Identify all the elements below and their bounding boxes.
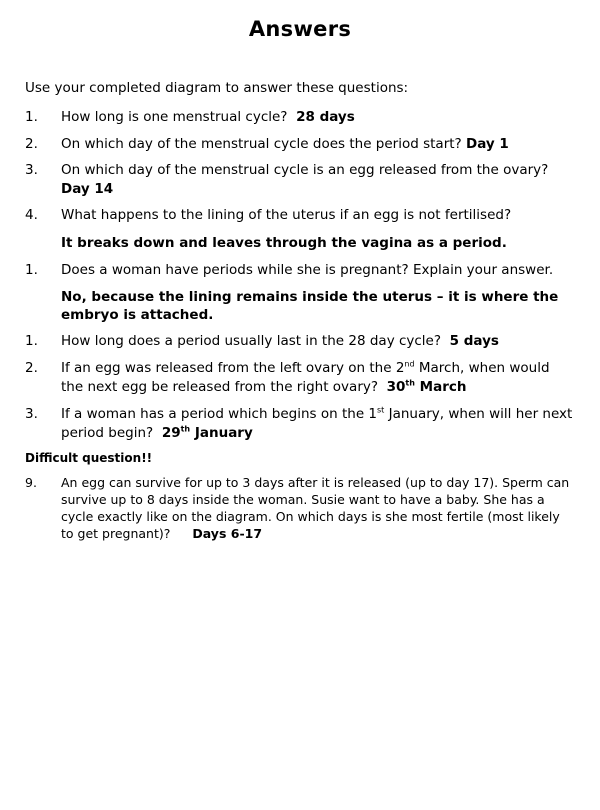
answer-month: March (414, 379, 467, 395)
question-text: On which day of the menstrual cycle does the period start? (61, 136, 462, 152)
question-text: What happens to the lining of the uterus if an egg is not fertilised? (61, 207, 512, 223)
answer-text: Days 6-17 (192, 526, 263, 541)
question-number: 3. (25, 406, 38, 422)
question-text: Does a woman have periods while she is pregnant? Explain your answer. (61, 262, 554, 278)
answer-text: No, because the lining remains inside the uterus – it is where the embryo is attached. (61, 289, 559, 323)
question-text: How long does a period usually last in the 28 day cycle? (61, 333, 442, 349)
intro-text: Use your completed diagram to answer these questions: (25, 80, 409, 96)
answer-text: 28 days (296, 109, 355, 125)
ordinal-suffix: th (180, 424, 191, 434)
answer-text: Day 1 (466, 136, 509, 152)
question-text: How long is one menstrual cycle? (61, 109, 288, 125)
answer-text: 5 days (449, 333, 499, 349)
question-text: If an egg was released from the left ovary on the 2 (61, 360, 405, 376)
answer-text: It breaks down and leaves through the vagina as a period. (61, 235, 507, 251)
question-text: An egg can survive for up to 3 days after it is released (up to day 17). Sperm can survive up to 8 days inside the woman. Susie want to have a baby. She has a cycle exactly like on the diagram. On which days is she most fertile (most likely to get pregnant)? (61, 475, 570, 541)
ordinal-suffix: th (405, 378, 415, 388)
question-number: 2. (25, 360, 38, 376)
answer-number: 30 (386, 379, 406, 395)
question-number: 2. (25, 136, 38, 152)
answer-month: January (190, 425, 253, 441)
question-number: 1. (25, 333, 38, 349)
question-number: 3. (25, 162, 38, 178)
difficult-heading: Difficult question!! (25, 451, 153, 465)
question-number: 1. (25, 109, 38, 125)
question-number: 4. (25, 207, 38, 223)
answer-number: 29 (161, 425, 181, 441)
ordinal-suffix: st (377, 405, 385, 415)
question-number: 9. (25, 475, 37, 490)
question-number: 1. (25, 262, 38, 278)
ordinal-suffix: nd (404, 359, 415, 369)
page-title: Answers (248, 17, 352, 41)
question-text: March, when would the next egg be released from the right ovary? (61, 360, 550, 395)
answer-text: Day 14 (61, 181, 114, 197)
question-text: January, when will her next period begin? (61, 406, 573, 441)
answer-text (387, 379, 467, 395)
question-text: On which day of the menstrual cycle is an egg released from the ovary? (61, 162, 549, 178)
answer-text (162, 425, 253, 441)
question-text: If a woman has a period which begins on the 1 (61, 406, 378, 422)
